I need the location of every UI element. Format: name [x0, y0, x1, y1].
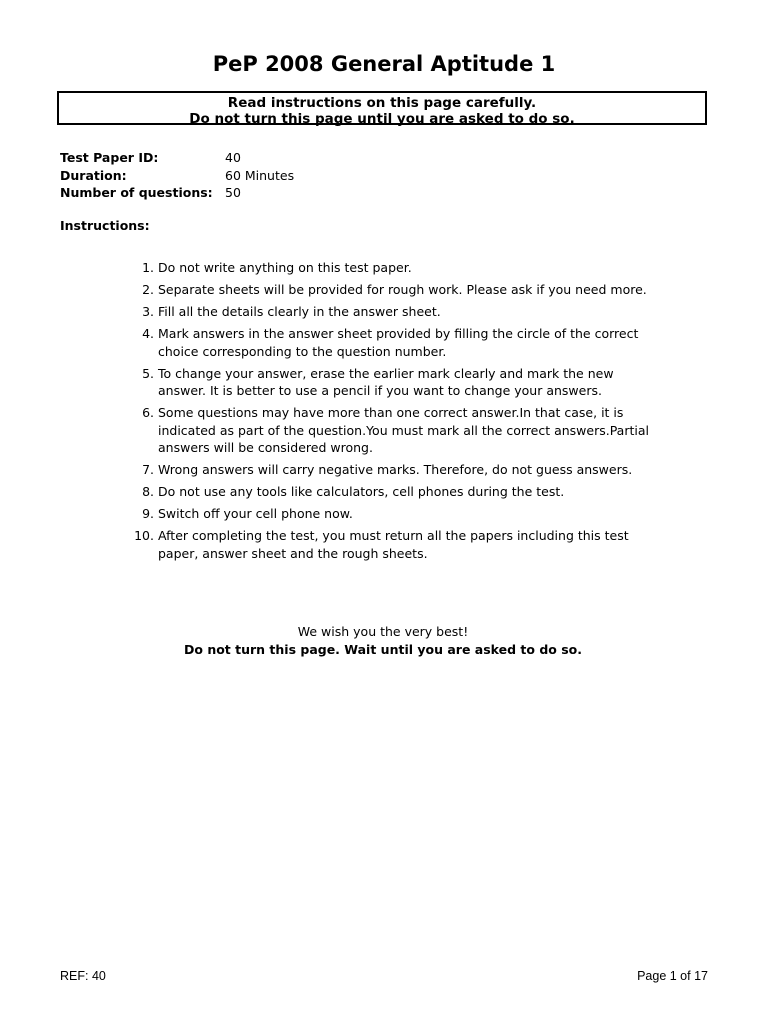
- item-text: Switch off your cell phone now.: [158, 506, 353, 521]
- test-metadata: [60, 149, 294, 202]
- meta-value: 50: [225, 185, 241, 200]
- list-item: [130, 365, 650, 400]
- list-item: [130, 325, 650, 360]
- item-number: 10.: [134, 528, 154, 543]
- item-number: 3.: [142, 304, 154, 319]
- meta-row-duration: [60, 167, 294, 185]
- instructions-notice-box: [57, 91, 707, 125]
- item-text: After completing the test, you must return all the papers including this test paper, answer sheet and the rough sheets.: [158, 528, 629, 561]
- footer-page-number: Page 1 of 17: [637, 969, 708, 983]
- meta-value: 40: [225, 150, 241, 165]
- meta-label: Test Paper ID:: [60, 150, 159, 165]
- item-text: Separate sheets will be provided for rough work. Please ask if you need more.: [158, 282, 647, 297]
- meta-label: Duration:: [60, 167, 127, 183]
- item-text: Mark answers in the answer sheet provided by filling the circle of the correct choice corresponding to the question number.: [158, 326, 639, 359]
- list-item: [130, 303, 650, 321]
- item-text: Fill all the details clearly in the answer sheet.: [158, 304, 441, 319]
- meta-row-paper-id: [60, 149, 294, 167]
- item-text: Some questions may have more than one correct answer.In that case, it is indicated as part of the question.You must mark all the correct answers.Partial answers will be considered wrong.: [158, 405, 649, 455]
- page-title: PeP 2008 General Aptitude 1: [212, 52, 556, 76]
- item-number: 6.: [142, 405, 154, 420]
- closing-wish: We wish you the very best!: [297, 624, 469, 639]
- item-text: Wrong answers will carry negative marks. Therefore, do not guess answers.: [158, 462, 633, 477]
- list-item: [130, 281, 650, 299]
- instructions-heading: Instructions:: [60, 218, 150, 233]
- list-item: [130, 461, 650, 479]
- meta-label: Number of questions:: [60, 185, 213, 200]
- item-number: 5.: [142, 365, 154, 381]
- list-item: [130, 259, 650, 277]
- meta-row-question-count: [60, 184, 294, 202]
- item-number: 2.: [142, 282, 154, 297]
- item-text: To change your answer, erase the earlier mark clearly and mark the new answer. It is better to use a pencil if you want to change your answers.: [158, 365, 614, 398]
- item-number: 8.: [142, 484, 154, 499]
- item-number: 7.: [142, 462, 154, 477]
- list-item: [130, 505, 650, 523]
- footer-ref: REF: 40: [60, 969, 106, 983]
- notice-line-2: Do not turn this page until you are asked to do so.: [189, 111, 575, 127]
- meta-value: 60 Minutes: [225, 167, 295, 183]
- item-number: 1.: [142, 260, 154, 275]
- item-text: Do not use any tools like calculators, cell phones during the test.: [158, 484, 565, 499]
- list-item: [130, 483, 650, 501]
- notice-line-1: Read instructions on this page carefully.: [227, 95, 537, 111]
- list-item: [130, 404, 650, 457]
- item-text: Do not write anything on this test paper.: [158, 260, 412, 275]
- instructions-list: [130, 259, 650, 567]
- item-number: 4.: [142, 326, 154, 341]
- final-notice: Do not turn this page. Wait until you are asked to do so.: [184, 642, 582, 657]
- item-number: 9.: [142, 506, 154, 521]
- list-item: [130, 527, 650, 562]
